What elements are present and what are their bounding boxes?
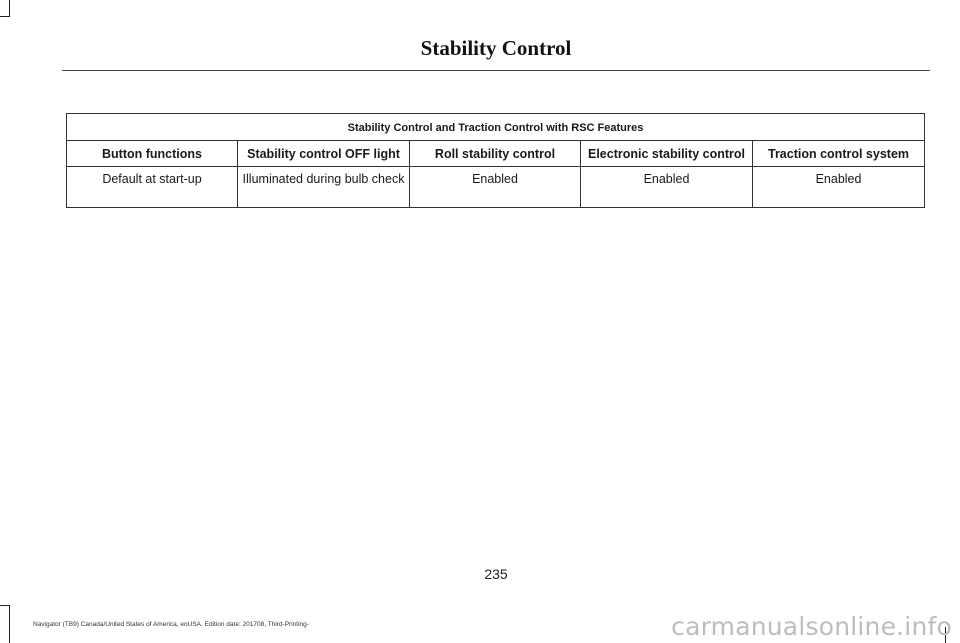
title-rule (62, 70, 930, 71)
table-cell: Illuminated during bulb check (238, 167, 410, 208)
table-header-row (67, 141, 925, 167)
column-header-stability-control-off-light: Stability control OFF light (238, 141, 410, 167)
crop-mark-bottom-left-vertical (9, 605, 10, 643)
column-header-traction-control-system: Traction control system (753, 141, 925, 167)
table-cell: Enabled (753, 167, 925, 208)
column-header-electronic-stability-control: Electronic stability control (581, 141, 753, 167)
features-table (66, 113, 925, 208)
page-number: 235 (484, 566, 508, 582)
crop-mark-top-left-vertical (9, 0, 10, 16)
watermark-logo: carmanualsonline.info (671, 612, 952, 641)
table-cell: Default at start-up (67, 167, 238, 208)
crop-mark-bottom-left-horizontal (0, 605, 10, 606)
column-header-roll-stability-control: Roll stability control (410, 141, 581, 167)
table-caption: Stability Control and Traction Control with RSC Features (67, 114, 925, 141)
table-row (67, 167, 925, 208)
table-cell: Enabled (410, 167, 581, 208)
table-cell: Enabled (581, 167, 753, 208)
crop-mark-top-left-horizontal (0, 16, 10, 17)
footer-edition-text: Navigator (TB9) Canada/United States of America, enUSA, Edition date: 201708, Third-Printing- (33, 621, 309, 628)
column-header-button-functions: Button functions (67, 141, 238, 167)
page-title: Stability Control (420, 36, 572, 60)
